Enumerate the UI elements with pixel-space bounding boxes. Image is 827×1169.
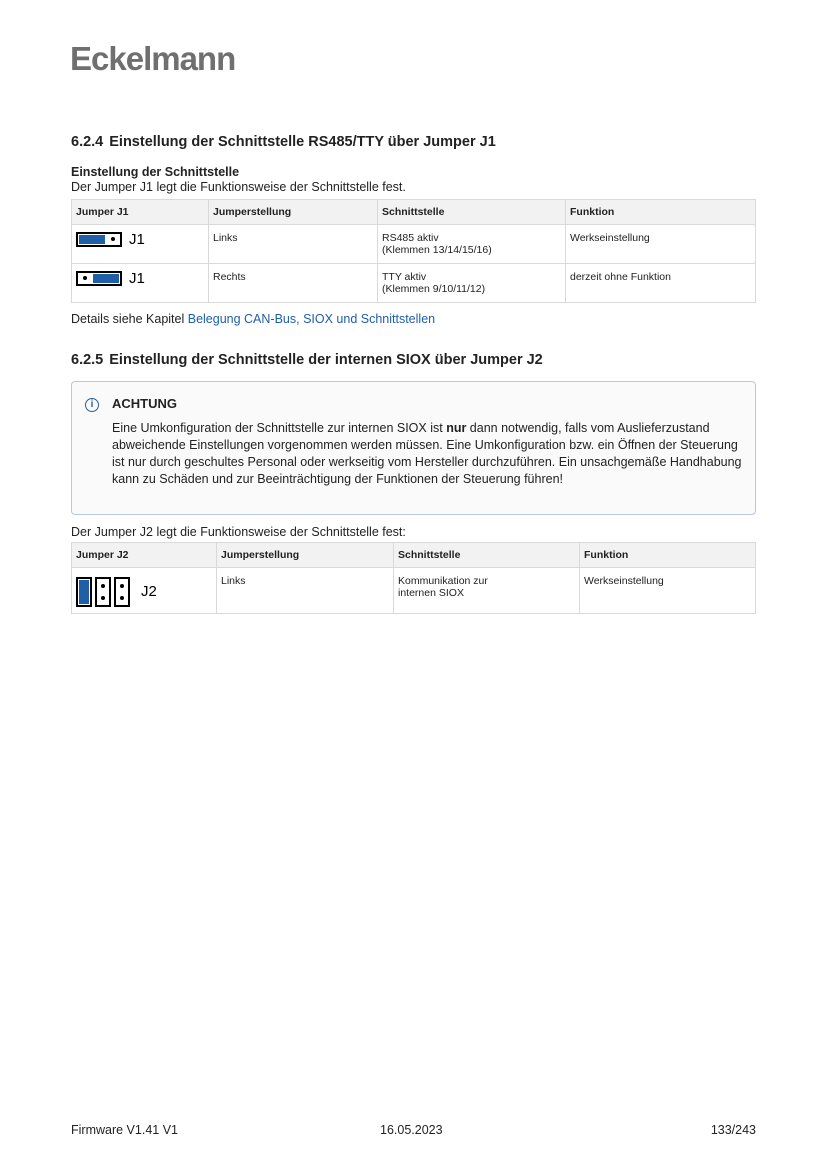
note-body <box>112 420 742 488</box>
table-row <box>72 264 756 303</box>
info-icon: i <box>85 398 99 412</box>
jumper-pin <box>101 584 105 588</box>
column-header: Schnittstelle <box>378 200 566 225</box>
table-cell: Werkseinstellung <box>580 568 756 614</box>
jumper-j1-right-diagram <box>76 271 204 286</box>
cell-line: (Klemmen 9/10/11/12) <box>382 283 486 295</box>
section-title: Einstellung der Schnittstelle RS485/TTY über Jumper J1 <box>109 134 496 150</box>
table-row <box>72 225 756 264</box>
note-title: ACHTUNG <box>112 396 177 411</box>
table-cell: Links <box>209 225 378 264</box>
cell-line: TTY aktiv <box>382 271 427 283</box>
section-title: Einstellung der Schnittstelle der internen SIOX über Jumper J2 <box>109 352 543 368</box>
jumper-pin <box>83 276 87 280</box>
chapter-link[interactable]: Belegung CAN-Bus, SIOX und Schnittstellen <box>187 312 436 326</box>
section-number: 6.2.4 <box>71 134 104 150</box>
column-header: Jumper J1 <box>72 200 209 225</box>
jumper-pin-column <box>114 577 130 607</box>
jumper-bridge-fill <box>79 580 89 604</box>
table-cell <box>378 225 566 264</box>
details-prefix: Details siehe Kapitel <box>71 312 188 326</box>
table-cell <box>378 264 566 303</box>
table-cell: Links <box>217 568 394 614</box>
jumper-pin <box>120 596 124 600</box>
cell-line: (Klemmen 13/14/15/16) <box>382 244 492 256</box>
jumper-cell <box>72 264 209 303</box>
details-paragraph <box>71 312 435 326</box>
table-header-row <box>72 200 756 225</box>
column-header: Jumperstellung <box>209 200 378 225</box>
footer-page-number: 133/243 <box>710 1123 756 1137</box>
table-cell: derzeit ohne Funktion <box>566 264 756 303</box>
jumper-bridge <box>76 577 92 607</box>
company-logo: Eckelmann <box>70 40 236 77</box>
jumper-label: J2 <box>141 583 157 600</box>
column-header: Jumper J2 <box>72 543 217 568</box>
jumper-bridge <box>93 274 119 283</box>
intro-text-j2: Der Jumper J2 legt die Funktionsweise der Schnittstelle fest: <box>71 525 406 539</box>
column-header: Schnittstelle <box>394 543 580 568</box>
warning-note <box>71 381 756 515</box>
note-text: dann notwendig, falls vom Auslieferzustand abweichende Einstellungen vorgenommen werden müssen. Eine Umkonfiguration bzw. ein Öffnen der Steuerung ist nur durch geschultes Personal oder werkseitig vom Hersteller durchzuführen. Ein unsachgemäße Handhabung kann zu Schäden und zur Beeinträchtigung der Funktionen der Steuerung führen! <box>112 421 742 486</box>
jumper-cell <box>72 568 217 614</box>
table-row <box>72 568 756 614</box>
section-number: 6.2.5 <box>71 352 104 368</box>
jumper-pin <box>101 596 105 600</box>
intro-text: Der Jumper J1 legt die Funktionsweise der Schnittstelle fest. <box>71 180 406 194</box>
jumper-j1-table <box>71 199 756 303</box>
column-header: Jumperstellung <box>217 543 394 568</box>
note-text: Eine Umkonfiguration der Schnittstelle zur internen SIOX ist <box>112 421 447 435</box>
footer-date: 16.05.2023 <box>380 1123 443 1137</box>
table-cell <box>394 568 580 614</box>
jumper-frame <box>76 232 122 247</box>
jumper-j1-left-diagram <box>76 232 204 247</box>
jumper-j2-table <box>71 542 756 614</box>
jumper-pin-column <box>95 577 111 607</box>
jumper-pin <box>111 237 115 241</box>
table-cell: Werkseinstellung <box>566 225 756 264</box>
cell-line: RS485 aktiv <box>382 232 439 244</box>
table-cell: Rechts <box>209 264 378 303</box>
table-header-row <box>72 543 756 568</box>
jumper-bridge <box>79 235 105 244</box>
jumper-pin <box>120 584 124 588</box>
subheading: Einstellung der Schnittstelle <box>71 165 240 179</box>
cell-line: internen SIOX <box>398 587 464 599</box>
jumper-frame <box>76 271 122 286</box>
section-heading-6-2-4 <box>71 134 496 150</box>
footer-firmware: Firmware V1.41 V1 <box>71 1123 178 1137</box>
jumper-label: J1 <box>129 269 145 287</box>
column-header: Funktion <box>580 543 756 568</box>
jumper-j2-diagram <box>76 575 212 607</box>
note-emphasis: nur <box>446 421 467 435</box>
jumper-label: J1 <box>129 230 145 248</box>
cell-line: Kommunikation zur <box>398 575 488 587</box>
section-heading-6-2-5 <box>71 352 543 368</box>
jumper-cell <box>72 225 209 264</box>
column-header: Funktion <box>566 200 756 225</box>
